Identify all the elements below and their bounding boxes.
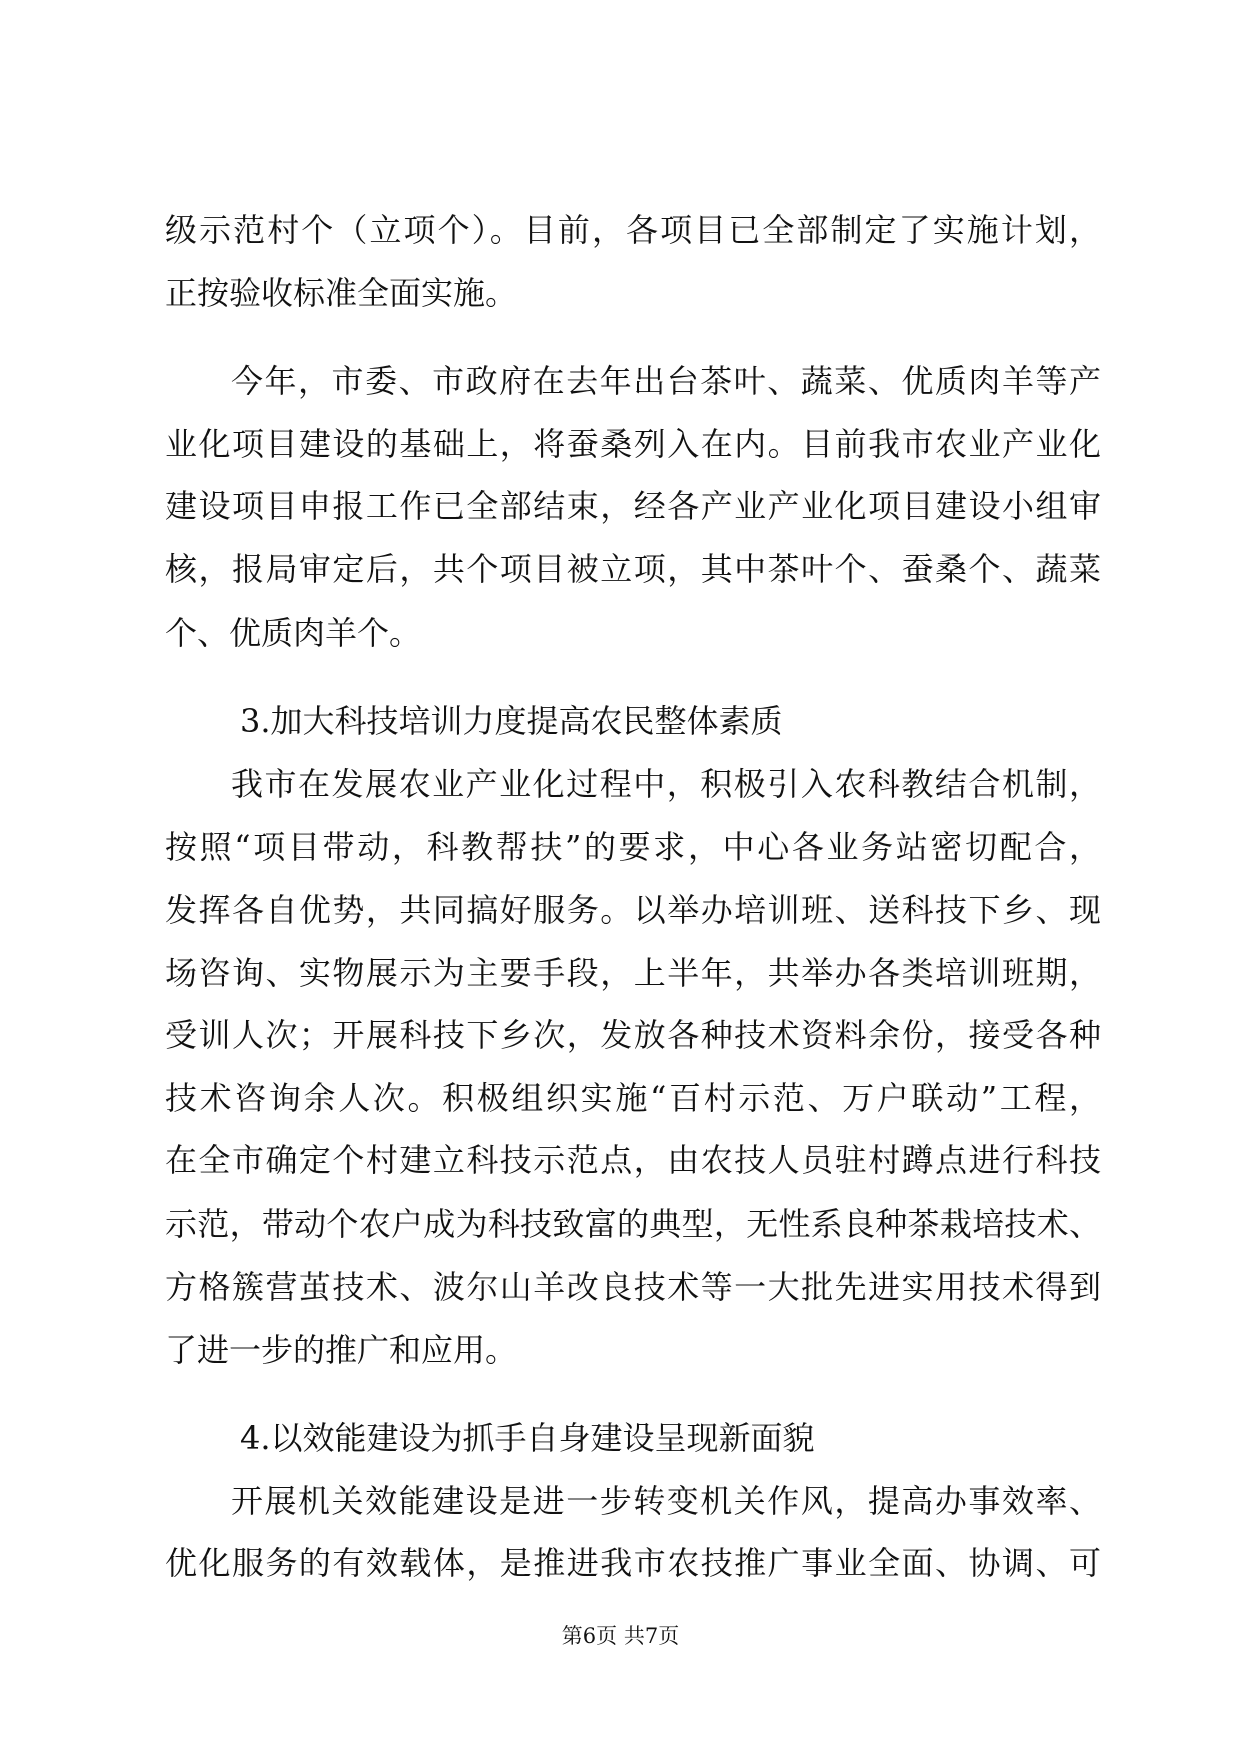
body-line: 场咨询、实物展示为主要手段，上半年，共举办各类培训班期，: [165, 954, 1101, 992]
body-line: 级示范村个（立项个）。目前，各项目已全部制定了实施计划，: [165, 211, 1101, 249]
body-line: 方格簇营茧技术、波尔山羊改良技术等一大批先进实用技术得到: [165, 1268, 1101, 1306]
body-line: 业化项目建设的基础上，将蚕桑列入在内。目前我市农业产业化: [165, 425, 1101, 463]
page-number-footer: 第6页 共7页: [561, 1624, 680, 1648]
body-line: 正按验收标准全面实施。: [165, 274, 518, 312]
body-line: 开展机关效能建设是进一步转变机关作风，提高办事效率、: [231, 1482, 1101, 1520]
section-heading: 3.加大科技培训力度提高农民整体素质: [240, 702, 783, 740]
body-line: 发挥各自优势，共同搞好服务。以举办培训班、送科技下乡、现: [165, 891, 1101, 929]
body-line: 核，报局审定后，共个项目被立项，其中茶叶个、蚕桑个、蔬菜: [165, 550, 1101, 588]
body-line: 按照“项目带动，科教帮扶”的要求，中心各业务站密切配合，: [165, 828, 1101, 866]
body-line: 受训人次；开展科技下乡次，发放各种技术资料余份，接受各种: [165, 1016, 1101, 1054]
body-line: 示范，带动个农户成为科技致富的典型，无性系良种茶栽培技术、: [165, 1205, 1101, 1243]
body-line: 建设项目申报工作已全部结束，经各产业产业化项目建设小组审: [165, 487, 1101, 525]
body-line: 今年，市委、市政府在去年出台茶叶、蔬菜、优质肉羊等产: [231, 362, 1101, 400]
body-line: 技术咨询余人次。积极组织实施“百村示范、万户联动”工程，: [165, 1079, 1101, 1117]
body-line: 优化服务的有效载体，是推进我市农技推广事业全面、协调、可: [165, 1544, 1101, 1582]
body-line: 了进一步的推广和应用。: [165, 1331, 518, 1369]
body-line: 个、优质肉羊个。: [165, 614, 422, 652]
section-heading: 4.以效能建设为抓手自身建设呈现新面貌: [240, 1419, 815, 1457]
body-line: 我市在发展农业产业化过程中，积极引入农科教结合机制，: [231, 765, 1101, 803]
body-line: 在全市确定个村建立科技示范点，由农技人员驻村蹲点进行科技: [165, 1141, 1101, 1179]
